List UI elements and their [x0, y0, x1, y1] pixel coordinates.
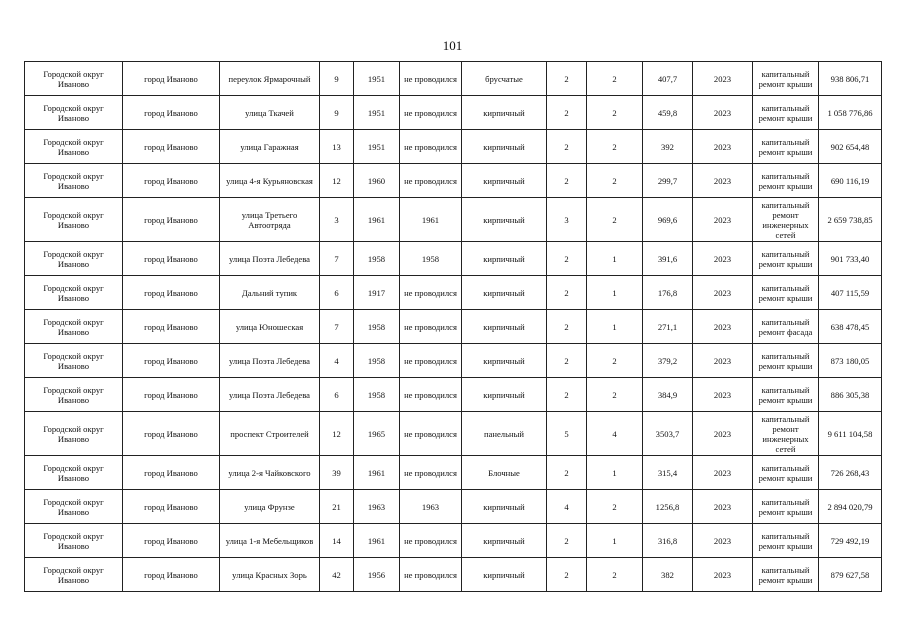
wall-material-cell: кирпичный: [462, 310, 547, 344]
house-number-cell: 4: [320, 344, 354, 378]
floors-cell: 3: [547, 198, 587, 242]
work-type-cell: капитальный ремонт крыши: [753, 96, 819, 130]
house-number-cell: 12: [320, 412, 354, 456]
work-type-cell: капитальный ремонт крыши: [753, 456, 819, 490]
district-cell: Городской округ Иваново: [25, 412, 123, 456]
work-type-cell: капитальный ремонт крыши: [753, 62, 819, 96]
street-cell: улица Поэта Лебедева: [220, 378, 320, 412]
wall-material-cell: кирпичный: [462, 242, 547, 276]
district-cell: Городской округ Иваново: [25, 558, 123, 592]
floors-cell: 2: [547, 310, 587, 344]
floors-cell: 2: [547, 130, 587, 164]
area-cell: 392: [643, 130, 693, 164]
work-type-cell: капитальный ремонт крыши: [753, 344, 819, 378]
entrances-cell: 2: [587, 164, 643, 198]
entrances-cell: 2: [587, 344, 643, 378]
table-row: [25, 62, 882, 96]
plan-year-cell: 2023: [693, 164, 753, 198]
floors-cell: 2: [547, 164, 587, 198]
area-cell: 271,1: [643, 310, 693, 344]
area-cell: 1256,8: [643, 490, 693, 524]
table-row: [25, 558, 882, 592]
work-type-cell: капитальный ремонт инженерных сетей: [753, 198, 819, 242]
year-built-cell: 1960: [354, 164, 400, 198]
last-repair-cell: не проводился: [400, 378, 462, 412]
wall-material-cell: кирпичный: [462, 490, 547, 524]
last-repair-cell: не проводился: [400, 130, 462, 164]
work-type-cell: капитальный ремонт крыши: [753, 130, 819, 164]
street-cell: проспект Строителей: [220, 412, 320, 456]
entrances-cell: 2: [587, 198, 643, 242]
city-cell: город Иваново: [123, 378, 220, 412]
wall-material-cell: кирпичный: [462, 130, 547, 164]
wall-material-cell: кирпичный: [462, 96, 547, 130]
cost-cell: 901 733,40: [819, 242, 882, 276]
last-repair-cell: 1961: [400, 198, 462, 242]
last-repair-cell: не проводился: [400, 412, 462, 456]
last-repair-cell: не проводился: [400, 62, 462, 96]
district-cell: Городской округ Иваново: [25, 344, 123, 378]
wall-material-cell: кирпичный: [462, 276, 547, 310]
table-row: [25, 344, 882, 378]
house-number-cell: 9: [320, 96, 354, 130]
last-repair-cell: не проводился: [400, 96, 462, 130]
cost-cell: 2 659 738,85: [819, 198, 882, 242]
plan-year-cell: 2023: [693, 456, 753, 490]
street-cell: улица Поэта Лебедева: [220, 344, 320, 378]
area-cell: 176,8: [643, 276, 693, 310]
floors-cell: 2: [547, 242, 587, 276]
area-cell: 382: [643, 558, 693, 592]
cost-cell: 690 116,19: [819, 164, 882, 198]
work-type-cell: капитальный ремонт крыши: [753, 558, 819, 592]
plan-year-cell: 2023: [693, 276, 753, 310]
area-cell: 315,4: [643, 456, 693, 490]
work-type-cell: капитальный ремонт крыши: [753, 276, 819, 310]
floors-cell: 2: [547, 456, 587, 490]
work-type-cell: капитальный ремонт крыши: [753, 378, 819, 412]
table-row: [25, 276, 882, 310]
district-cell: Городской округ Иваново: [25, 164, 123, 198]
city-cell: город Иваново: [123, 198, 220, 242]
street-cell: Дальний тупик: [220, 276, 320, 310]
floors-cell: 2: [547, 558, 587, 592]
table-row: [25, 164, 882, 198]
house-number-cell: 13: [320, 130, 354, 164]
cost-cell: 9 611 104,58: [819, 412, 882, 456]
street-cell: улица Ткачей: [220, 96, 320, 130]
year-built-cell: 1951: [354, 62, 400, 96]
city-cell: город Иваново: [123, 412, 220, 456]
city-cell: город Иваново: [123, 490, 220, 524]
work-type-cell: капитальный ремонт крыши: [753, 490, 819, 524]
plan-year-cell: 2023: [693, 242, 753, 276]
last-repair-cell: не проводился: [400, 310, 462, 344]
street-cell: улица 4-я Курьяновская: [220, 164, 320, 198]
work-type-cell: капитальный ремонт крыши: [753, 524, 819, 558]
house-number-cell: 14: [320, 524, 354, 558]
house-number-cell: 7: [320, 242, 354, 276]
entrances-cell: 4: [587, 412, 643, 456]
city-cell: город Иваново: [123, 96, 220, 130]
entrances-cell: 1: [587, 242, 643, 276]
city-cell: город Иваново: [123, 310, 220, 344]
area-cell: 384,9: [643, 378, 693, 412]
house-number-cell: 3: [320, 198, 354, 242]
work-type-cell: капитальный ремонт крыши: [753, 164, 819, 198]
cost-cell: 886 305,38: [819, 378, 882, 412]
street-cell: улица Третьего Автоотряда: [220, 198, 320, 242]
cost-cell: 726 268,43: [819, 456, 882, 490]
entrances-cell: 2: [587, 130, 643, 164]
street-cell: переулок Ярмарочный: [220, 62, 320, 96]
street-cell: улица Фрунзе: [220, 490, 320, 524]
street-cell: улица Поэта Лебедева: [220, 242, 320, 276]
street-cell: улица Юношеская: [220, 310, 320, 344]
cost-cell: 879 627,58: [819, 558, 882, 592]
district-cell: Городской округ Иваново: [25, 524, 123, 558]
district-cell: Городской округ Иваново: [25, 198, 123, 242]
year-built-cell: 1958: [354, 344, 400, 378]
wall-material-cell: панельный: [462, 412, 547, 456]
plan-year-cell: 2023: [693, 490, 753, 524]
last-repair-cell: не проводился: [400, 164, 462, 198]
city-cell: город Иваново: [123, 164, 220, 198]
table-row: [25, 412, 882, 456]
plan-year-cell: 2023: [693, 62, 753, 96]
cost-cell: 1 058 776,86: [819, 96, 882, 130]
plan-year-cell: 2023: [693, 198, 753, 242]
house-number-cell: 21: [320, 490, 354, 524]
work-type-cell: капитальный ремонт крыши: [753, 242, 819, 276]
year-built-cell: 1956: [354, 558, 400, 592]
cost-cell: 638 478,45: [819, 310, 882, 344]
work-type-cell: капитальный ремонт инженерных сетей: [753, 412, 819, 456]
floors-cell: 2: [547, 344, 587, 378]
year-built-cell: 1961: [354, 524, 400, 558]
entrances-cell: 1: [587, 310, 643, 344]
area-cell: 379,2: [643, 344, 693, 378]
wall-material-cell: кирпичный: [462, 378, 547, 412]
house-number-cell: 12: [320, 164, 354, 198]
house-number-cell: 39: [320, 456, 354, 490]
year-built-cell: 1958: [354, 310, 400, 344]
entrances-cell: 2: [587, 96, 643, 130]
plan-year-cell: 2023: [693, 524, 753, 558]
district-cell: Городской округ Иваново: [25, 276, 123, 310]
entrances-cell: 2: [587, 62, 643, 96]
floors-cell: 2: [547, 62, 587, 96]
area-cell: 316,8: [643, 524, 693, 558]
year-built-cell: 1917: [354, 276, 400, 310]
plan-year-cell: 2023: [693, 130, 753, 164]
last-repair-cell: не проводился: [400, 276, 462, 310]
work-type-cell: капитальный ремонт фасада: [753, 310, 819, 344]
city-cell: город Иваново: [123, 558, 220, 592]
page-number: 101: [442, 38, 463, 53]
table-row: [25, 96, 882, 130]
wall-material-cell: кирпичный: [462, 344, 547, 378]
plan-year-cell: 2023: [693, 310, 753, 344]
house-number-cell: 6: [320, 276, 354, 310]
area-cell: 299,7: [643, 164, 693, 198]
cost-cell: 938 806,71: [819, 62, 882, 96]
year-built-cell: 1963: [354, 490, 400, 524]
district-cell: Городской округ Иваново: [25, 96, 123, 130]
wall-material-cell: кирпичный: [462, 524, 547, 558]
street-cell: улица 2-я Чайковского: [220, 456, 320, 490]
table-body: [25, 62, 882, 592]
table-row: [25, 524, 882, 558]
district-cell: Городской округ Иваново: [25, 130, 123, 164]
district-cell: Городской округ Иваново: [25, 242, 123, 276]
city-cell: город Иваново: [123, 524, 220, 558]
last-repair-cell: 1958: [400, 242, 462, 276]
table-row: [25, 130, 882, 164]
city-cell: город Иваново: [123, 456, 220, 490]
area-cell: 391,6: [643, 242, 693, 276]
wall-material-cell: Блочные: [462, 456, 547, 490]
last-repair-cell: не проводился: [400, 524, 462, 558]
wall-material-cell: брусчатые: [462, 62, 547, 96]
house-number-cell: 6: [320, 378, 354, 412]
year-built-cell: 1951: [354, 130, 400, 164]
cost-cell: 729 492,19: [819, 524, 882, 558]
year-built-cell: 1965: [354, 412, 400, 456]
last-repair-cell: не проводился: [400, 456, 462, 490]
area-cell: 3503,7: [643, 412, 693, 456]
district-cell: Городской округ Иваново: [25, 310, 123, 344]
last-repair-cell: не проводился: [400, 558, 462, 592]
cost-cell: 902 654,48: [819, 130, 882, 164]
city-cell: город Иваново: [123, 242, 220, 276]
street-cell: улица Гаражная: [220, 130, 320, 164]
last-repair-cell: 1963: [400, 490, 462, 524]
entrances-cell: 1: [587, 276, 643, 310]
wall-material-cell: кирпичный: [462, 558, 547, 592]
cost-cell: 2 894 020,79: [819, 490, 882, 524]
last-repair-cell: не проводился: [400, 344, 462, 378]
cost-cell: 873 180,05: [819, 344, 882, 378]
table-row: [25, 456, 882, 490]
year-built-cell: 1958: [354, 242, 400, 276]
year-built-cell: 1961: [354, 198, 400, 242]
floors-cell: 2: [547, 524, 587, 558]
table-row: [25, 490, 882, 524]
entrances-cell: 1: [587, 456, 643, 490]
district-cell: Городской округ Иваново: [25, 456, 123, 490]
city-cell: город Иваново: [123, 344, 220, 378]
house-number-cell: 7: [320, 310, 354, 344]
entrances-cell: 2: [587, 558, 643, 592]
plan-year-cell: 2023: [693, 412, 753, 456]
house-number-cell: 42: [320, 558, 354, 592]
entrances-cell: 2: [587, 490, 643, 524]
table-row: [25, 310, 882, 344]
floors-cell: 2: [547, 378, 587, 412]
street-cell: улица Красных Зорь: [220, 558, 320, 592]
year-built-cell: 1951: [354, 96, 400, 130]
district-cell: Городской округ Иваново: [25, 378, 123, 412]
floors-cell: 2: [547, 96, 587, 130]
district-cell: Городской округ Иваново: [25, 490, 123, 524]
table-row: [25, 378, 882, 412]
district-cell: Городской округ Иваново: [25, 62, 123, 96]
plan-year-cell: 2023: [693, 344, 753, 378]
city-cell: город Иваново: [123, 276, 220, 310]
year-built-cell: 1961: [354, 456, 400, 490]
wall-material-cell: кирпичный: [462, 198, 547, 242]
wall-material-cell: кирпичный: [462, 164, 547, 198]
house-number-cell: 9: [320, 62, 354, 96]
area-cell: 407,7: [643, 62, 693, 96]
repair-program-table: [24, 61, 882, 592]
area-cell: 969,6: [643, 198, 693, 242]
entrances-cell: 2: [587, 378, 643, 412]
table-row: [25, 198, 882, 242]
city-cell: город Иваново: [123, 130, 220, 164]
floors-cell: 5: [547, 412, 587, 456]
cost-cell: 407 115,59: [819, 276, 882, 310]
area-cell: 459,8: [643, 96, 693, 130]
year-built-cell: 1958: [354, 378, 400, 412]
table-row: [25, 242, 882, 276]
plan-year-cell: 2023: [693, 96, 753, 130]
floors-cell: 4: [547, 490, 587, 524]
street-cell: улица 1-я Мебельщиков: [220, 524, 320, 558]
city-cell: город Иваново: [123, 62, 220, 96]
entrances-cell: 1: [587, 524, 643, 558]
floors-cell: 2: [547, 276, 587, 310]
plan-year-cell: 2023: [693, 378, 753, 412]
plan-year-cell: 2023: [693, 558, 753, 592]
